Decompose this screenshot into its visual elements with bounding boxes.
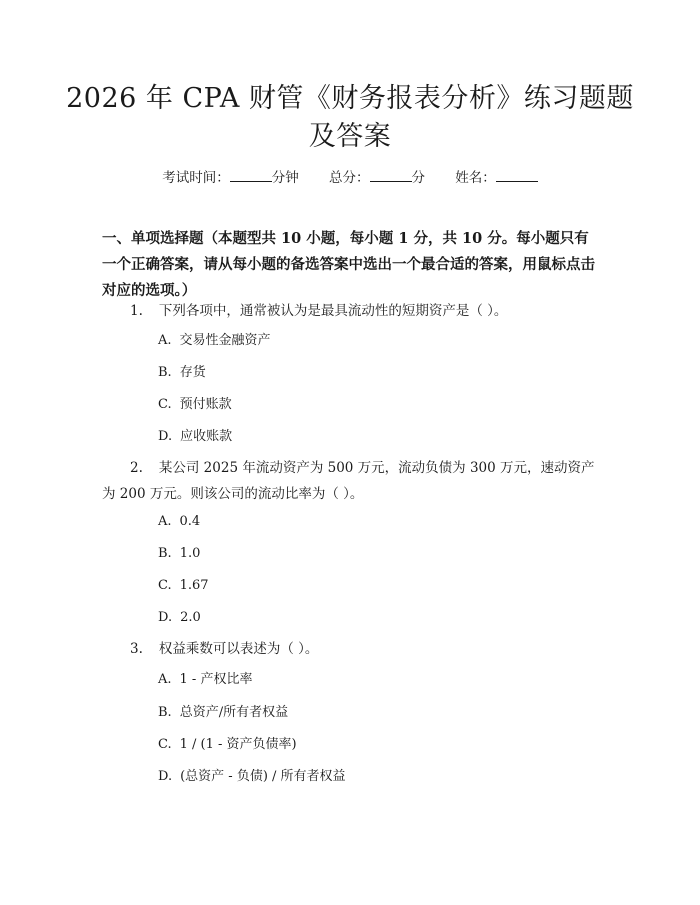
exam-time-label: 考试时间： (162, 170, 230, 186)
option-letter: C. (158, 737, 172, 752)
title-line-1: 2026 年 CPA 财管《财务报表分析》练习题题 (66, 83, 634, 114)
option-letter: C. (158, 578, 172, 593)
question-text: 下列各项中，通常被认为是最具流动性的短期资产是（ ）。 (158, 303, 508, 319)
option-letter: D. (158, 429, 173, 444)
option-text: 1.0 (179, 546, 201, 561)
q1-option-b[interactable] (158, 363, 206, 383)
total-score-blank[interactable] (370, 169, 412, 182)
option-text: (总资产 - 负债) / 所有者权益 (180, 769, 346, 784)
name-field (455, 168, 538, 188)
option-letter: B. (158, 546, 172, 561)
q3-option-c[interactable] (158, 735, 297, 755)
q2-option-d[interactable] (158, 608, 201, 628)
q1-option-a[interactable] (158, 331, 271, 351)
option-text: 1.67 (179, 578, 209, 593)
q2-option-b[interactable] (158, 544, 200, 564)
option-letter: D. (158, 610, 173, 625)
section-heading: 一、单项选择题（本题型共 10 小题，每小题 1 分，共 10 分。每小题只有一个正确答案，请从每小题的备选答案中选出一个最合适的答案，用鼠标点击对应的选项。） (102, 230, 595, 299)
question-number: 1. (130, 303, 143, 319)
q3-option-b[interactable] (158, 703, 288, 723)
q3-option-d[interactable] (158, 767, 346, 787)
exam-time-field (162, 168, 299, 188)
total-score-label: 总分： (329, 170, 370, 186)
q2-option-c[interactable] (158, 576, 209, 596)
name-blank[interactable] (496, 169, 538, 182)
question-3 (102, 636, 602, 662)
q1-option-c[interactable] (158, 395, 232, 415)
question-1 (102, 298, 602, 324)
option-text: 交易性金融资产 (179, 333, 271, 348)
question-number: 3. (130, 641, 143, 657)
name-label: 姓名： (455, 170, 496, 186)
total-score-field (329, 168, 425, 188)
option-text: 总资产/所有者权益 (179, 705, 289, 720)
question-text: 权益乘数可以表述为（ ）。 (158, 641, 319, 657)
question-number: 2. (130, 460, 143, 476)
option-letter: C. (158, 397, 172, 412)
option-text: 1 / (1 - 资产负债率) (179, 737, 297, 752)
exam-time-blank[interactable] (230, 169, 272, 182)
question-text: 某公司 2025 年流动资产为 500 万元，流动负债为 300 万元，速动资产为 200 万元。则该公司的流动比率为（ ）。 (102, 460, 595, 502)
exam-time-unit: 分钟 (271, 170, 299, 186)
q1-option-d[interactable] (158, 427, 232, 447)
question-2 (102, 455, 602, 507)
total-score-unit: 分 (411, 170, 425, 186)
document-title (60, 80, 640, 156)
option-text: 1 - 产权比率 (179, 672, 253, 687)
option-letter: A. (158, 514, 172, 529)
q3-option-a[interactable] (158, 670, 252, 690)
option-text: 2.0 (180, 610, 201, 625)
exam-meta-line (0, 168, 700, 188)
q2-option-a[interactable] (158, 512, 200, 532)
option-letter: B. (158, 705, 172, 720)
option-text: 预付账款 (179, 397, 232, 412)
option-letter: B. (158, 365, 172, 380)
option-letter: D. (158, 769, 173, 784)
option-letter: A. (158, 333, 172, 348)
option-letter: A. (158, 672, 172, 687)
title-line-2: 及答案 (308, 121, 392, 152)
option-text: 0.4 (179, 514, 201, 529)
option-text: 存货 (179, 365, 206, 380)
option-text: 应收账款 (180, 429, 233, 444)
